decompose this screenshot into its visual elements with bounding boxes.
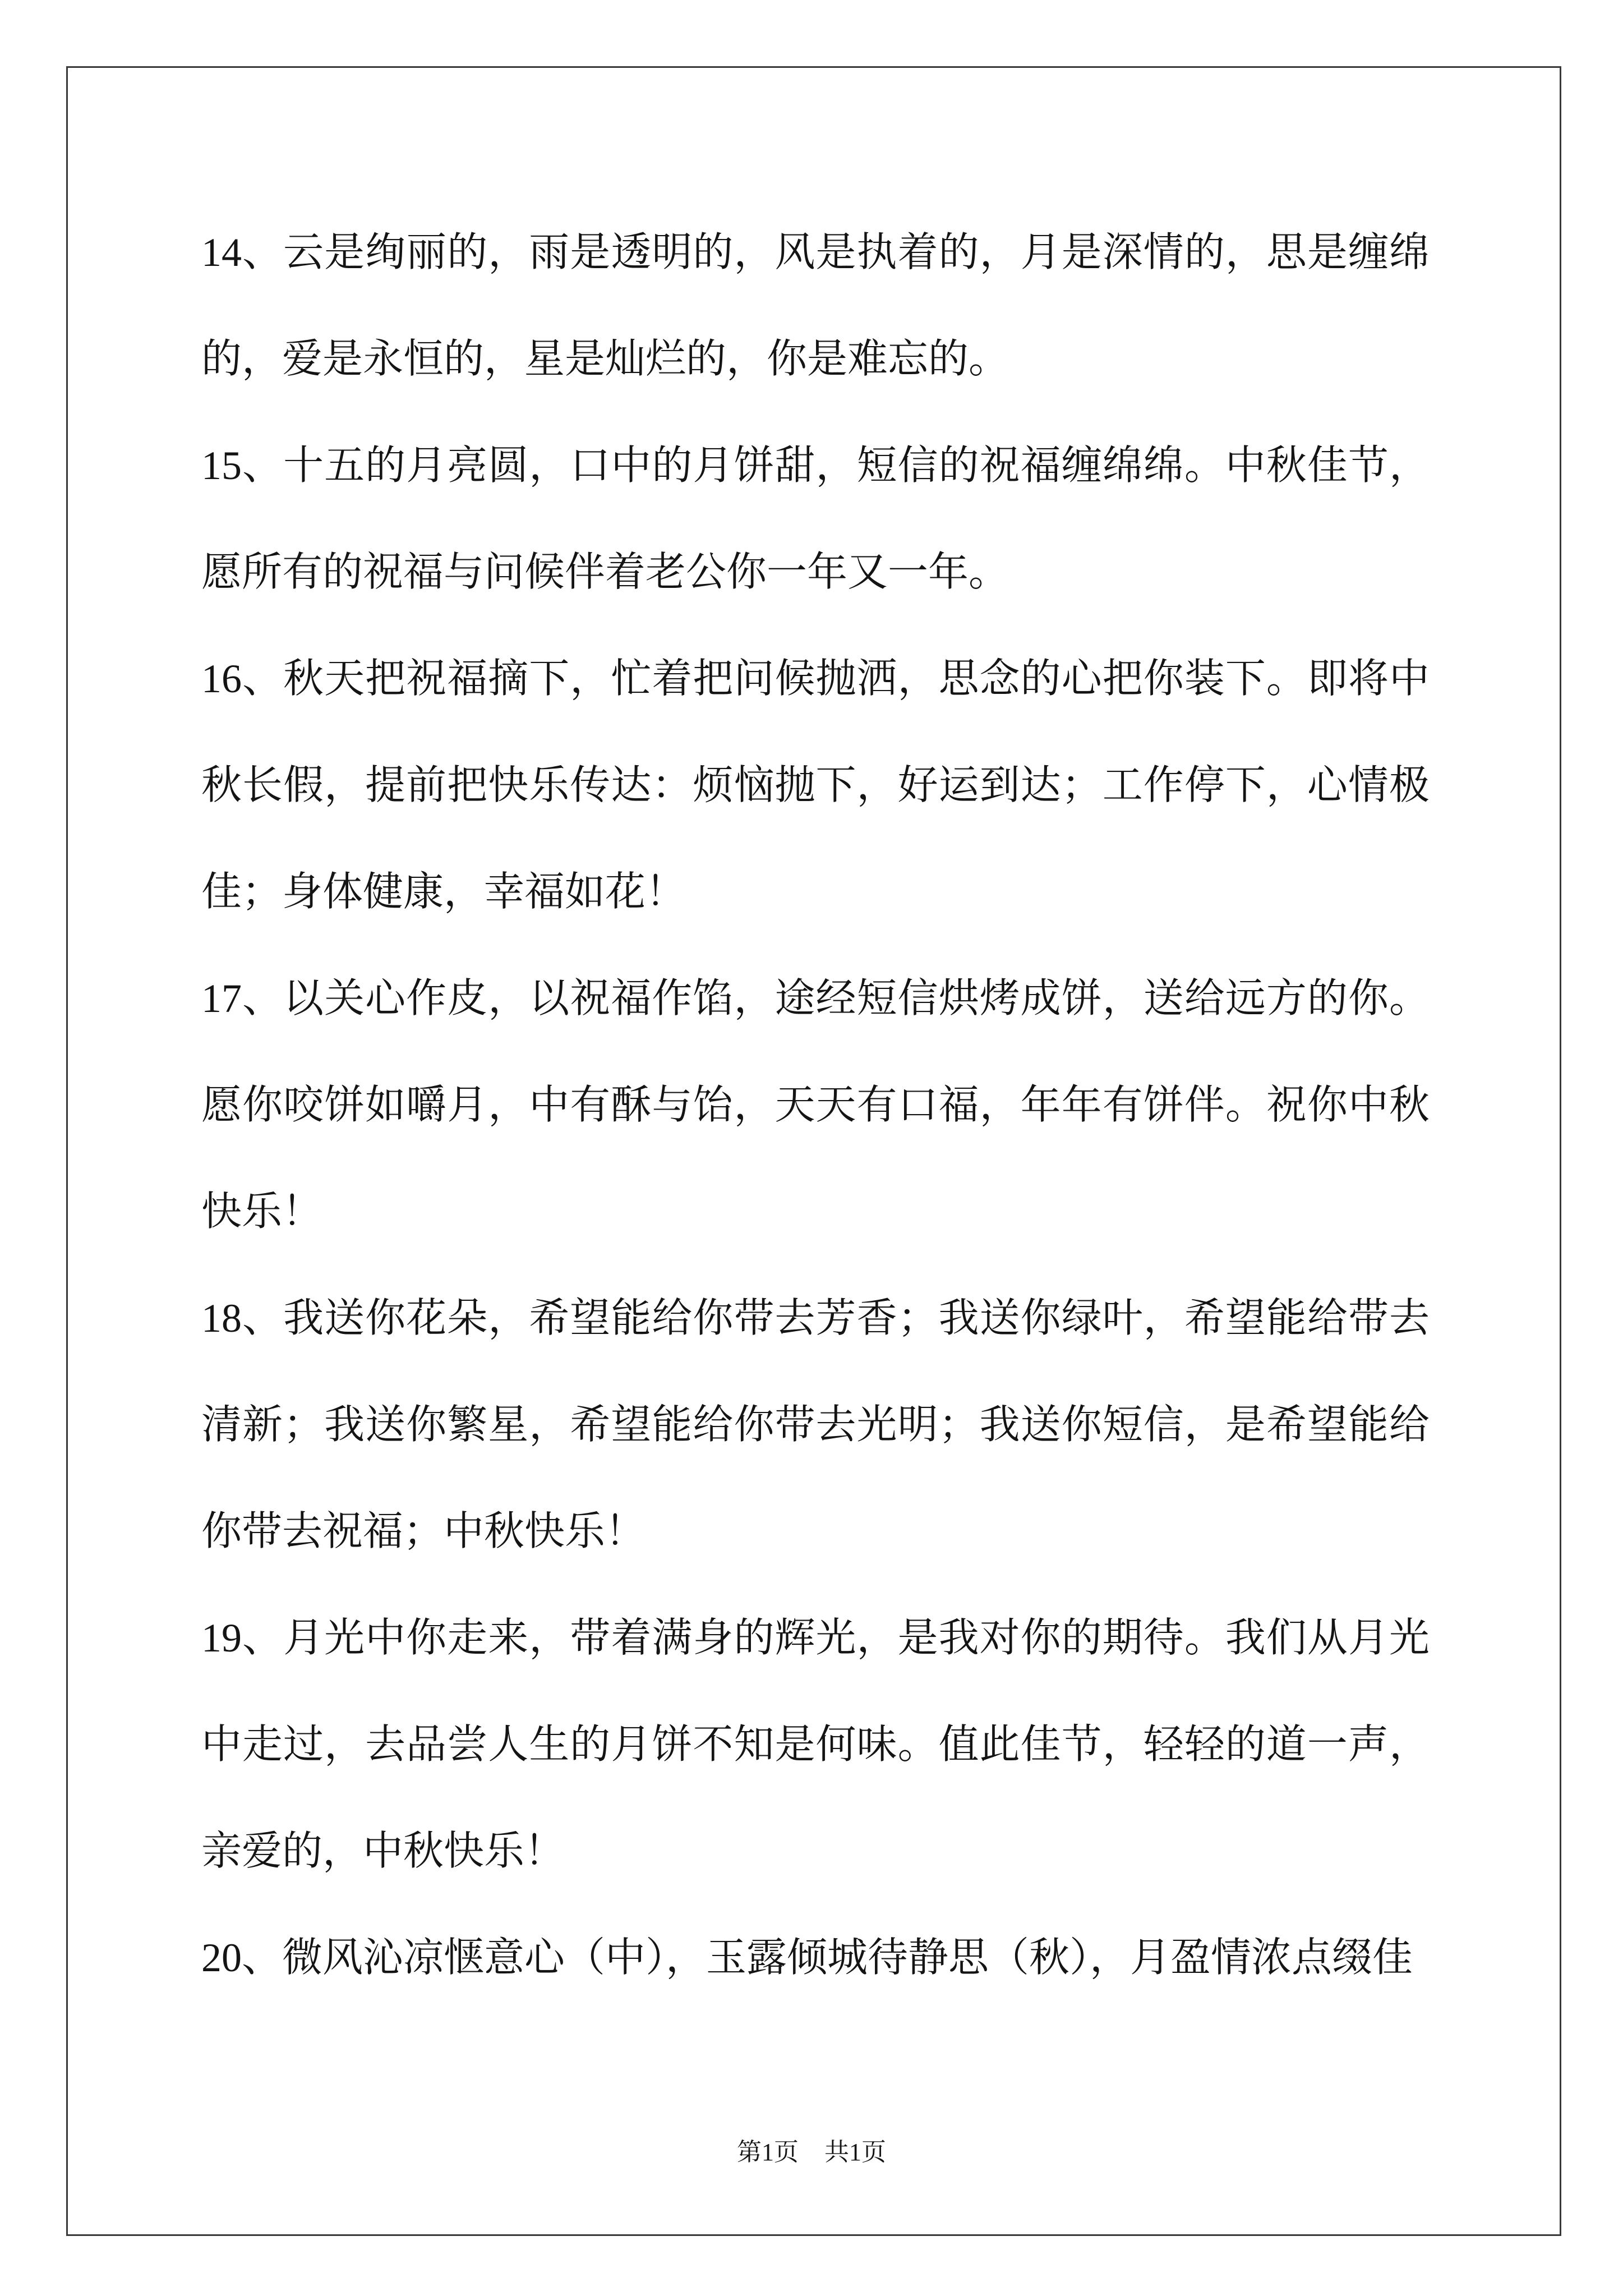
text-line: 愿所有的祝福与问候伴着老公你一年又一年。 (201, 550, 1009, 595)
text-line: 愿你咬饼如嚼月，中有酥与饴，天天有口福，年年有饼伴。祝你中秋 (201, 1083, 1430, 1128)
paragraph (201, 199, 1430, 412)
page-number: 第1页 (737, 2138, 799, 2166)
text-line: 的，爱是永恒的，星是灿烂的，你是难忘的。 (201, 337, 1009, 381)
paragraph (201, 945, 1430, 1265)
text-line: 亲爱的，中秋快乐！ (201, 1829, 565, 1874)
text-line: 20、微风沁凉惬意心（中），玉露倾城待静思（秋），月盈情浓点缀佳 (201, 1935, 1413, 1980)
text-line: 15、十五的月亮圆，口中的月饼甜，短信的祝福缠绵绵。中秋佳节， (201, 443, 1430, 488)
text-line: 19、月光中你走来，带着满身的辉光，是我对你的期待。我们从月光 (201, 1616, 1430, 1660)
text-line: 17、以关心作皮，以祝福作馅，途经短信烘烤成饼，送给远方的你。 (201, 976, 1430, 1021)
document-body (201, 199, 1430, 2011)
text-line: 中走过，去品尝人生的月饼不知是何味。值此佳节，轻轻的道一声， (201, 1722, 1430, 1767)
text-line: 佳；身体健康，幸福如花！ (201, 869, 686, 914)
text-line: 清新；我送你繁星，希望能给你带去光明；我送你短信，是希望能给 (201, 1402, 1430, 1447)
paragraph (201, 1585, 1430, 1904)
text-line: 14、云是绚丽的，雨是透明的，风是执着的，月是深情的，思是缠绵 (201, 230, 1430, 275)
text-line: 你带去祝福；中秋快乐！ (201, 1509, 646, 1554)
page-total: 共1页 (824, 2138, 886, 2166)
paragraph (201, 412, 1430, 625)
text-line: 快乐！ (201, 1189, 323, 1234)
text-line: 16、秋天把祝福摘下，忙着把问候抛洒，思念的心把你装下。即将中 (201, 656, 1430, 701)
paragraph (201, 1265, 1430, 1585)
page-footer (0, 2137, 1623, 2168)
text-line: 秋长假，提前把快乐传达：烦恼抛下，好运到达；工作停下，心情极 (201, 763, 1430, 808)
text-line: 18、我送你花朵，希望能给你带去芳香；我送你绿叶，希望能给带去 (201, 1296, 1430, 1341)
paragraph (201, 625, 1430, 945)
paragraph (201, 1904, 1430, 2011)
